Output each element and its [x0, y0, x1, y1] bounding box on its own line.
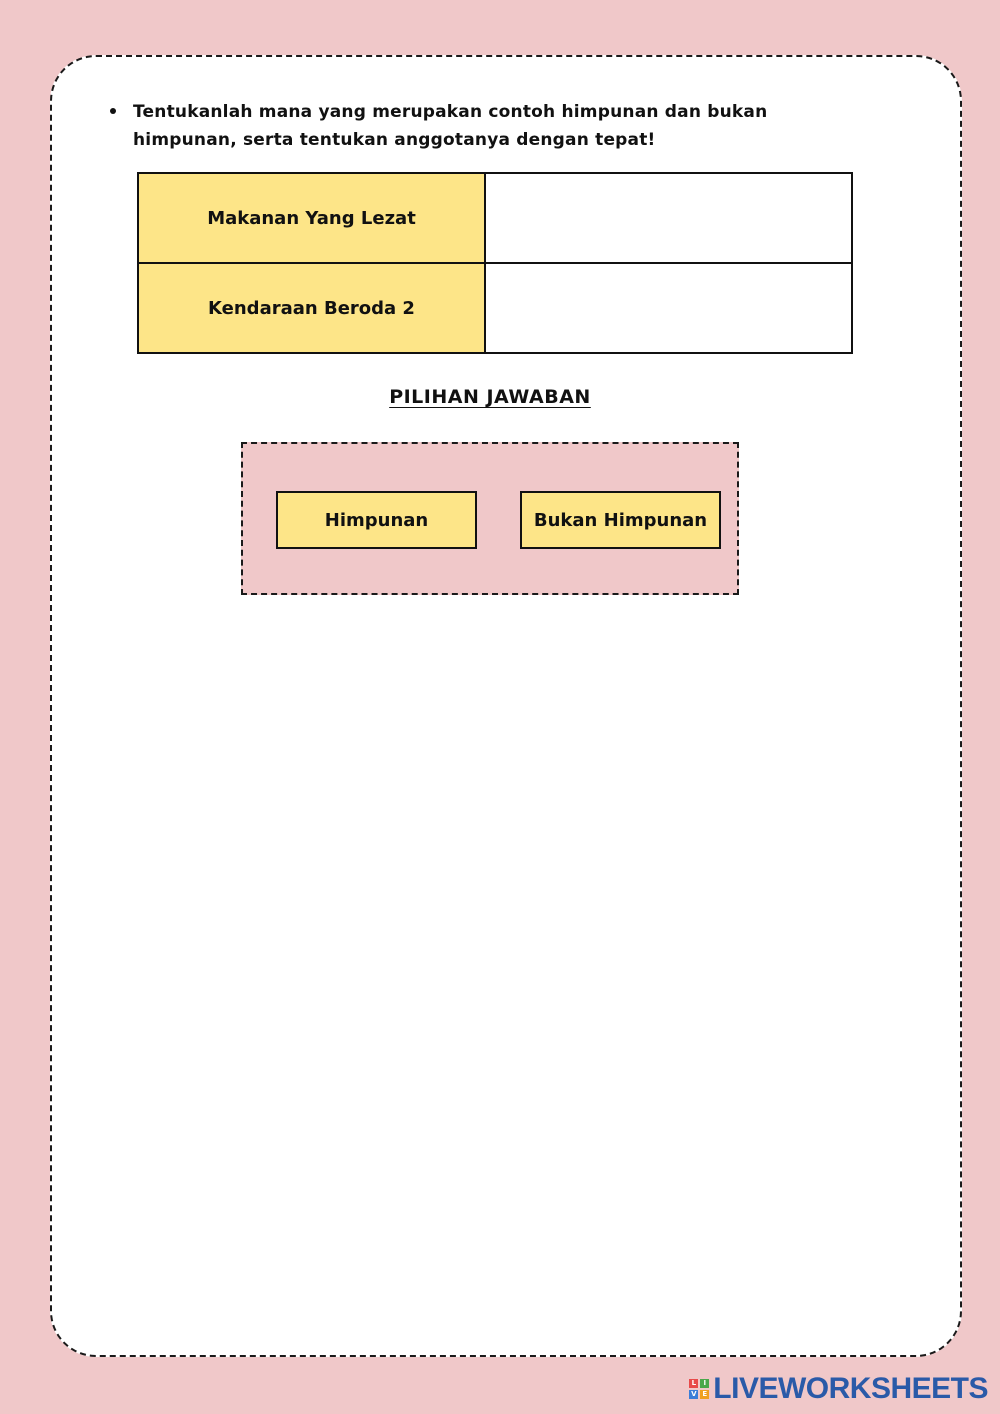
- logo-letter: E: [700, 1390, 709, 1399]
- answer-table: [137, 172, 853, 354]
- logo-letter: L: [689, 1379, 698, 1388]
- answer-drop-zone[interactable]: [485, 173, 852, 263]
- option-himpunan[interactable]: Himpunan: [276, 491, 477, 549]
- options-bank: [241, 442, 739, 595]
- instruction-text: Tentukanlah mana yang merupakan contoh himpunan dan bukan himpunan, serta tentukan anggotanya dengan tepat!: [133, 102, 768, 150]
- watermark-text: LIVEWORKSHEETS: [713, 1372, 988, 1405]
- instruction: [110, 98, 870, 154]
- table-row: [138, 173, 852, 263]
- liveworksheets-logo-icon: [689, 1379, 709, 1399]
- answer-drop-zone[interactable]: [485, 263, 852, 353]
- bullet-icon: [110, 108, 116, 114]
- table-row: [138, 263, 852, 353]
- options-title: PILIHAN JAWABAN: [389, 386, 591, 408]
- row-label: Kendaraan Beroda 2: [138, 263, 485, 353]
- option-bukan-himpunan[interactable]: Bukan Himpunan: [520, 491, 721, 549]
- liveworksheets-watermark: [689, 1372, 988, 1406]
- logo-letter: I: [700, 1379, 709, 1388]
- logo-letter: V: [691, 1390, 697, 1398]
- row-label: Makanan Yang Lezat: [138, 173, 485, 263]
